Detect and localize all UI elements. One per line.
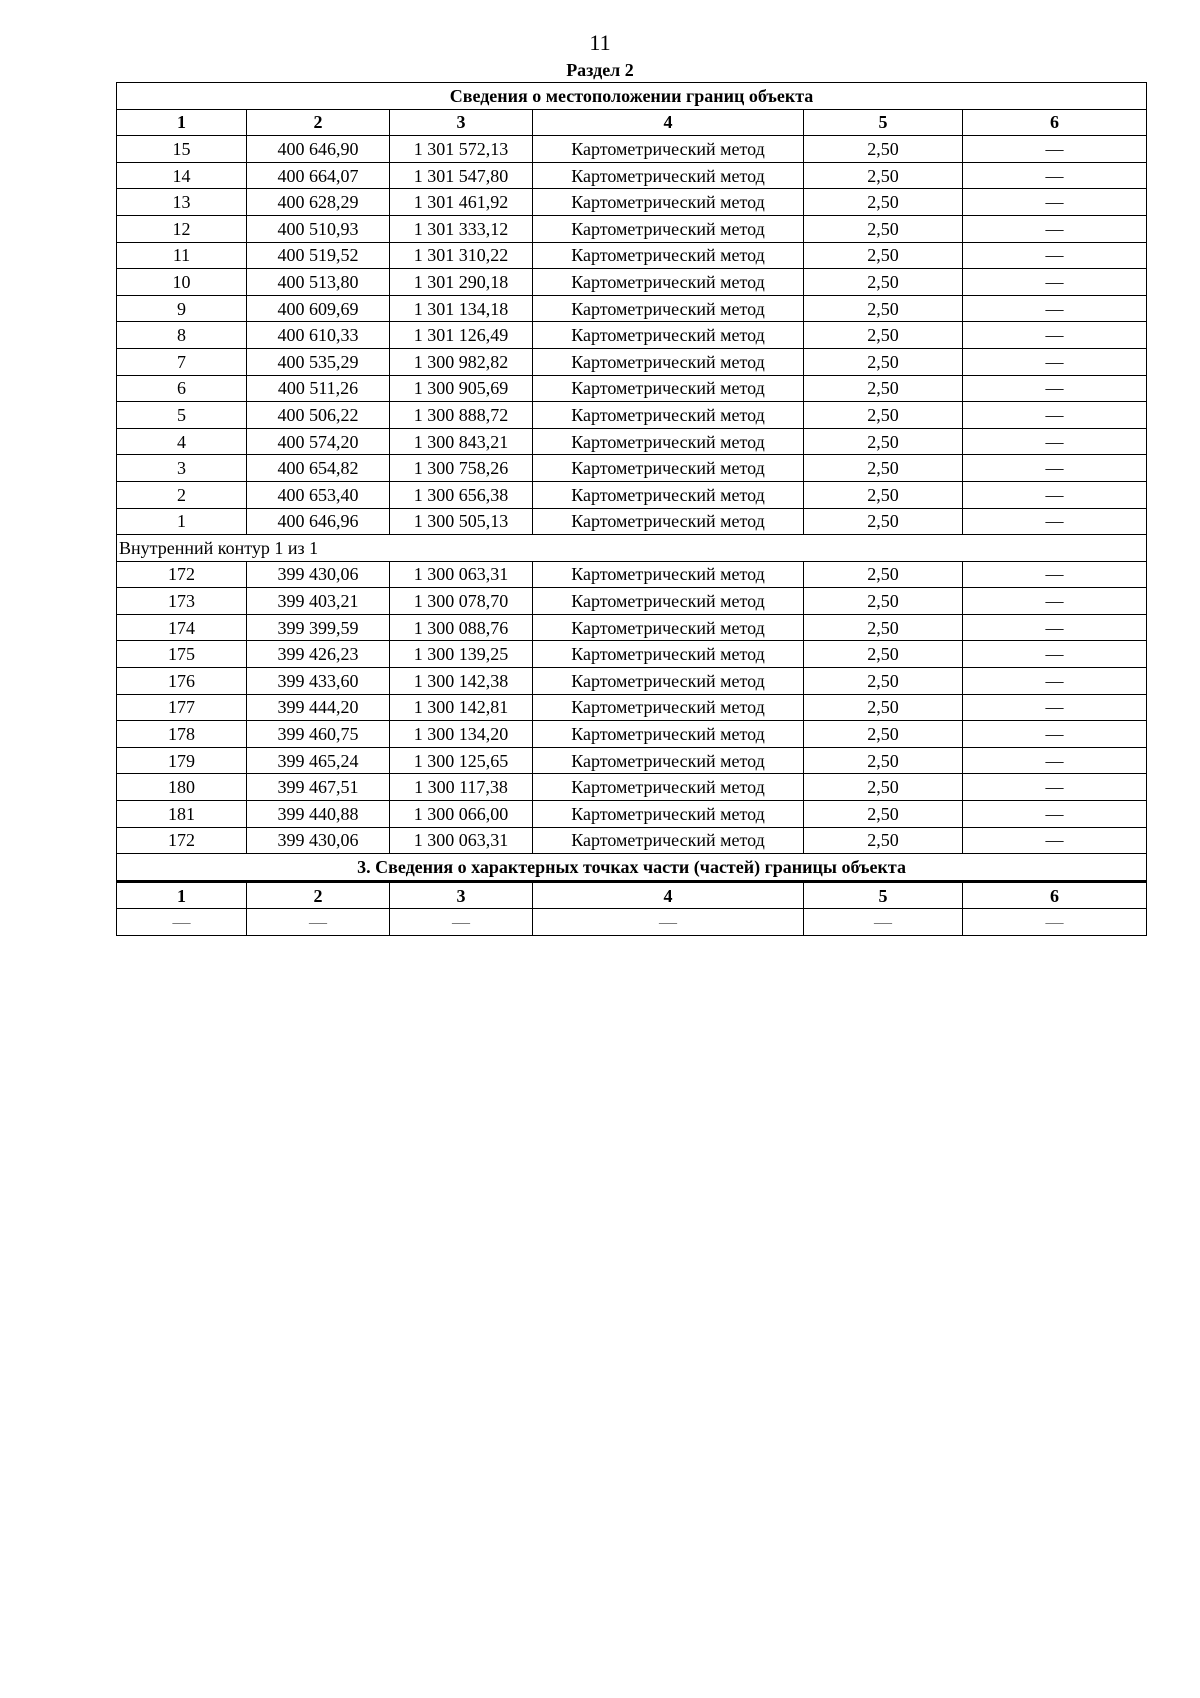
table-cell bbox=[963, 774, 1147, 801]
column-header: 6 bbox=[963, 881, 1147, 909]
table-cell: 174 bbox=[117, 614, 247, 641]
table-cell: 180 bbox=[117, 774, 247, 801]
table-cell: 400 510,93 bbox=[247, 215, 390, 242]
table-cell: Картометрический метод bbox=[533, 641, 804, 668]
empty-value-dash: — bbox=[1045, 750, 1064, 771]
table-cell bbox=[963, 721, 1147, 748]
table-cell bbox=[963, 136, 1147, 163]
table-row bbox=[117, 827, 1147, 854]
table-cell bbox=[963, 801, 1147, 828]
table-cell: 400 646,90 bbox=[247, 136, 390, 163]
table-cell: 400 664,07 bbox=[247, 162, 390, 189]
page-number: 11 bbox=[589, 30, 611, 55]
table-cell: Картометрический метод bbox=[533, 668, 804, 695]
empty-value-dash: — bbox=[1045, 670, 1064, 691]
table-cell: 2,50 bbox=[804, 402, 963, 429]
table-cell: 172 bbox=[117, 561, 247, 588]
part-section-title: 3. Сведения о характерных точках части (частей) границы объекта bbox=[117, 854, 1147, 882]
table-cell: 1 300 088,76 bbox=[390, 614, 533, 641]
table-cell bbox=[963, 162, 1147, 189]
part-section-title-row bbox=[117, 854, 1147, 882]
part-table-row bbox=[117, 909, 1147, 936]
table-cell: Картометрический метод bbox=[533, 747, 804, 774]
table-cell: Картометрический метод bbox=[533, 481, 804, 508]
table-cell: Картометрический метод bbox=[533, 136, 804, 163]
empty-value-dash: — bbox=[1045, 458, 1064, 479]
table-cell: Картометрический метод bbox=[533, 162, 804, 189]
table-cell: 175 bbox=[117, 641, 247, 668]
empty-value-dash: — bbox=[1045, 325, 1064, 346]
table-cell: 2,50 bbox=[804, 348, 963, 375]
table-cell: 2,50 bbox=[804, 269, 963, 296]
table-cell: 400 646,96 bbox=[247, 508, 390, 535]
table-cell: Картометрический метод bbox=[533, 348, 804, 375]
table-cell: 1 300 905,69 bbox=[390, 375, 533, 402]
table-cell: 5 bbox=[117, 402, 247, 429]
table-cell: Картометрический метод bbox=[533, 827, 804, 854]
table-cell: 399 399,59 bbox=[247, 614, 390, 641]
empty-value-dash: — bbox=[659, 912, 677, 933]
table-cell: 181 bbox=[117, 801, 247, 828]
table-row bbox=[117, 481, 1147, 508]
table-row bbox=[117, 694, 1147, 721]
table-cell: 400 506,22 bbox=[247, 402, 390, 429]
empty-value-dash: — bbox=[1045, 724, 1064, 745]
table-cell: 399 440,88 bbox=[247, 801, 390, 828]
column-header: 4 bbox=[533, 109, 804, 136]
table-cell: 177 bbox=[117, 694, 247, 721]
table-row bbox=[117, 242, 1147, 269]
table-cell: 399 426,23 bbox=[247, 641, 390, 668]
table-cell: Картометрический метод bbox=[533, 455, 804, 482]
table-cell: 14 bbox=[117, 162, 247, 189]
table-title-row bbox=[117, 83, 1147, 110]
table-cell: 2,50 bbox=[804, 561, 963, 588]
table-cell: 400 574,20 bbox=[247, 428, 390, 455]
table-row bbox=[117, 668, 1147, 695]
table-cell bbox=[963, 295, 1147, 322]
table-cell: 399 403,21 bbox=[247, 588, 390, 615]
table-cell: 2,50 bbox=[804, 481, 963, 508]
table-cell bbox=[963, 481, 1147, 508]
table-cell: Картометрический метод bbox=[533, 428, 804, 455]
column-header: 2 bbox=[247, 881, 390, 909]
table-cell bbox=[963, 242, 1147, 269]
table-cell: 7 bbox=[117, 348, 247, 375]
table-cell: 400 653,40 bbox=[247, 481, 390, 508]
table-cell: 1 300 063,31 bbox=[390, 561, 533, 588]
table-cell: 1 301 126,49 bbox=[390, 322, 533, 349]
table-cell: Картометрический метод bbox=[533, 375, 804, 402]
table-cell: Картометрический метод bbox=[533, 561, 804, 588]
table-cell: 2,50 bbox=[804, 215, 963, 242]
empty-value-dash: — bbox=[1045, 218, 1064, 239]
column-header: 1 bbox=[117, 109, 247, 136]
table-cell: 399 433,60 bbox=[247, 668, 390, 695]
empty-value-dash: — bbox=[1045, 803, 1064, 824]
table-cell: 2,50 bbox=[804, 747, 963, 774]
column-header: 2 bbox=[247, 109, 390, 136]
table-cell bbox=[963, 428, 1147, 455]
table-cell: 2,50 bbox=[804, 295, 963, 322]
empty-value-dash: — bbox=[172, 912, 191, 933]
table-cell bbox=[963, 455, 1147, 482]
table-cell: 2,50 bbox=[804, 189, 963, 216]
column-header: 3 bbox=[390, 881, 533, 909]
table-cell: 2,50 bbox=[804, 721, 963, 748]
empty-value-dash: — bbox=[1045, 912, 1064, 933]
table-row bbox=[117, 428, 1147, 455]
table-cell: 2 bbox=[117, 481, 247, 508]
table-row bbox=[117, 348, 1147, 375]
table-row bbox=[117, 588, 1147, 615]
table-cell: 400 628,29 bbox=[247, 189, 390, 216]
table-cell bbox=[963, 561, 1147, 588]
table-cell: 400 535,29 bbox=[247, 348, 390, 375]
table-cell: 2,50 bbox=[804, 162, 963, 189]
table-cell: 2,50 bbox=[804, 641, 963, 668]
column-header: 5 bbox=[804, 109, 963, 136]
table-cell: 1 300 656,38 bbox=[390, 481, 533, 508]
table-cell: 2,50 bbox=[804, 801, 963, 828]
table-cell: 400 609,69 bbox=[247, 295, 390, 322]
table-row bbox=[117, 641, 1147, 668]
column-header-row bbox=[117, 109, 1147, 136]
empty-value-dash: — bbox=[1045, 830, 1064, 851]
table-cell: 400 654,82 bbox=[247, 455, 390, 482]
table-row bbox=[117, 801, 1147, 828]
table-cell bbox=[963, 348, 1147, 375]
empty-value-dash: — bbox=[1045, 644, 1064, 665]
table-cell: Картометрический метод bbox=[533, 189, 804, 216]
table-cell: 3 bbox=[117, 455, 247, 482]
table-cell: 1 300 066,00 bbox=[390, 801, 533, 828]
table-cell bbox=[963, 322, 1147, 349]
table-cell: Картометрический метод bbox=[533, 242, 804, 269]
table-cell bbox=[963, 668, 1147, 695]
table-cell: 2,50 bbox=[804, 668, 963, 695]
empty-value-dash: — bbox=[874, 912, 892, 933]
table-cell: 2,50 bbox=[804, 455, 963, 482]
table-cell: 399 467,51 bbox=[247, 774, 390, 801]
table-cell bbox=[963, 189, 1147, 216]
table-cell: 2,50 bbox=[804, 242, 963, 269]
table-cell bbox=[390, 909, 533, 936]
empty-value-dash: — bbox=[1045, 298, 1064, 319]
table-cell: 176 bbox=[117, 668, 247, 695]
table-cell: 399 460,75 bbox=[247, 721, 390, 748]
table-cell: 2,50 bbox=[804, 694, 963, 721]
table-row bbox=[117, 508, 1147, 535]
table-cell: 2,50 bbox=[804, 588, 963, 615]
empty-value-dash: — bbox=[1045, 192, 1064, 213]
empty-value-dash: — bbox=[1045, 564, 1064, 585]
table-cell bbox=[533, 909, 804, 936]
table-row bbox=[117, 721, 1147, 748]
table-row bbox=[117, 561, 1147, 588]
table-cell bbox=[963, 375, 1147, 402]
empty-value-dash: — bbox=[1045, 404, 1064, 425]
empty-value-dash: — bbox=[452, 912, 470, 933]
table-row bbox=[117, 162, 1147, 189]
table-cell: 6 bbox=[117, 375, 247, 402]
table-cell: 399 430,06 bbox=[247, 827, 390, 854]
column-header: 4 bbox=[533, 881, 804, 909]
empty-value-dash: — bbox=[309, 912, 327, 933]
table-cell: 1 301 134,18 bbox=[390, 295, 533, 322]
table-cell: 2,50 bbox=[804, 614, 963, 641]
table-cell bbox=[963, 269, 1147, 296]
table-cell: 1 300 134,20 bbox=[390, 721, 533, 748]
empty-value-dash: — bbox=[1045, 484, 1064, 505]
table-cell: 2,50 bbox=[804, 375, 963, 402]
empty-value-dash: — bbox=[1045, 511, 1064, 532]
table-cell: 400 513,80 bbox=[247, 269, 390, 296]
table-cell: 1 bbox=[117, 508, 247, 535]
table-row bbox=[117, 455, 1147, 482]
table-row bbox=[117, 322, 1147, 349]
table-cell: Картометрический метод bbox=[533, 721, 804, 748]
table-cell: 1 300 142,38 bbox=[390, 668, 533, 695]
table-row bbox=[117, 774, 1147, 801]
table-cell bbox=[247, 909, 390, 936]
empty-value-dash: — bbox=[1045, 138, 1064, 159]
table-cell: 399 430,06 bbox=[247, 561, 390, 588]
table-cell: 15 bbox=[117, 136, 247, 163]
table-cell: 2,50 bbox=[804, 428, 963, 455]
table-cell: Картометрический метод bbox=[533, 269, 804, 296]
table-cell bbox=[963, 588, 1147, 615]
table-cell: Картометрический метод bbox=[533, 801, 804, 828]
column-header: 3 bbox=[390, 109, 533, 136]
table-cell: 1 301 290,18 bbox=[390, 269, 533, 296]
empty-value-dash: — bbox=[1045, 245, 1064, 266]
table-cell: 400 511,26 bbox=[247, 375, 390, 402]
boundary-table-body bbox=[117, 83, 1147, 936]
table-row bbox=[117, 375, 1147, 402]
table-cell: 12 bbox=[117, 215, 247, 242]
part-column-header-row bbox=[117, 881, 1147, 909]
table-cell: 11 bbox=[117, 242, 247, 269]
table-cell: 1 301 572,13 bbox=[390, 136, 533, 163]
table-cell: 2,50 bbox=[804, 136, 963, 163]
table-cell: 2,50 bbox=[804, 508, 963, 535]
table-cell: 1 300 078,70 bbox=[390, 588, 533, 615]
table-cell: 1 300 758,26 bbox=[390, 455, 533, 482]
table-cell bbox=[963, 402, 1147, 429]
table-cell: Картометрический метод bbox=[533, 588, 804, 615]
table-cell bbox=[804, 909, 963, 936]
boundary-table bbox=[116, 82, 1147, 936]
table-cell: 1 300 888,72 bbox=[390, 402, 533, 429]
table-cell: 4 bbox=[117, 428, 247, 455]
table-cell: Картометрический метод bbox=[533, 295, 804, 322]
table-title: Сведения о местоположении границ объекта bbox=[117, 83, 1147, 110]
table-cell: 13 bbox=[117, 189, 247, 216]
table-row bbox=[117, 614, 1147, 641]
empty-value-dash: — bbox=[1045, 431, 1064, 452]
table-cell bbox=[963, 694, 1147, 721]
table-row bbox=[117, 402, 1147, 429]
table-cell: 172 bbox=[117, 827, 247, 854]
table-cell: Картометрический метод bbox=[533, 774, 804, 801]
empty-value-dash: — bbox=[1045, 351, 1064, 372]
table-cell: 179 bbox=[117, 747, 247, 774]
table-cell: 178 bbox=[117, 721, 247, 748]
table-cell: 1 300 142,81 bbox=[390, 694, 533, 721]
inner-contour-label: Внутренний контур 1 из 1 bbox=[117, 535, 1147, 562]
section-title: Раздел 2 bbox=[566, 60, 634, 80]
table-cell: 2,50 bbox=[804, 774, 963, 801]
table-cell: 400 610,33 bbox=[247, 322, 390, 349]
table-row bbox=[117, 269, 1147, 296]
table-cell: Картометрический метод bbox=[533, 322, 804, 349]
table-row bbox=[117, 747, 1147, 774]
empty-value-dash: — bbox=[1045, 165, 1064, 186]
table-cell bbox=[963, 747, 1147, 774]
table-cell: 1 300 139,25 bbox=[390, 641, 533, 668]
table-cell: 1 300 982,82 bbox=[390, 348, 533, 375]
table-cell bbox=[963, 909, 1147, 936]
table-cell bbox=[963, 827, 1147, 854]
table-cell: 1 301 310,22 bbox=[390, 242, 533, 269]
table-cell: 1 301 547,80 bbox=[390, 162, 533, 189]
table-cell: 1 300 063,31 bbox=[390, 827, 533, 854]
column-header: 1 bbox=[117, 881, 247, 909]
table-cell bbox=[963, 641, 1147, 668]
table-row bbox=[117, 136, 1147, 163]
table-cell: 399 444,20 bbox=[247, 694, 390, 721]
table-cell: 1 300 117,38 bbox=[390, 774, 533, 801]
table-cell: 2,50 bbox=[804, 322, 963, 349]
table-row bbox=[117, 189, 1147, 216]
table-cell: 173 bbox=[117, 588, 247, 615]
table-cell: 8 bbox=[117, 322, 247, 349]
empty-value-dash: — bbox=[1045, 617, 1064, 638]
table-cell: Картометрический метод bbox=[533, 508, 804, 535]
table-cell bbox=[963, 215, 1147, 242]
column-header: 5 bbox=[804, 881, 963, 909]
table-cell: 1 301 333,12 bbox=[390, 215, 533, 242]
table-cell: 400 519,52 bbox=[247, 242, 390, 269]
table-cell: Картометрический метод bbox=[533, 215, 804, 242]
table-cell: 9 bbox=[117, 295, 247, 322]
table-cell: Картометрический метод bbox=[533, 614, 804, 641]
table-cell bbox=[963, 508, 1147, 535]
table-cell: 1 300 843,21 bbox=[390, 428, 533, 455]
table-cell: 10 bbox=[117, 269, 247, 296]
table-cell: Картометрический метод bbox=[533, 402, 804, 429]
table-cell: 2,50 bbox=[804, 827, 963, 854]
column-header: 6 bbox=[963, 109, 1147, 136]
empty-value-dash: — bbox=[1045, 271, 1064, 292]
table-row bbox=[117, 215, 1147, 242]
table-row bbox=[117, 295, 1147, 322]
empty-value-dash: — bbox=[1045, 777, 1064, 798]
table-cell: 1 300 125,65 bbox=[390, 747, 533, 774]
table-cell bbox=[963, 614, 1147, 641]
empty-value-dash: — bbox=[1045, 591, 1064, 612]
table-cell: 1 300 505,13 bbox=[390, 508, 533, 535]
empty-value-dash: — bbox=[1045, 697, 1064, 718]
table-cell: Картометрический метод bbox=[533, 694, 804, 721]
table-cell bbox=[117, 909, 247, 936]
inner-contour-row bbox=[117, 535, 1147, 562]
empty-value-dash: — bbox=[1045, 378, 1064, 399]
table-cell: 399 465,24 bbox=[247, 747, 390, 774]
table-cell: 1 301 461,92 bbox=[390, 189, 533, 216]
